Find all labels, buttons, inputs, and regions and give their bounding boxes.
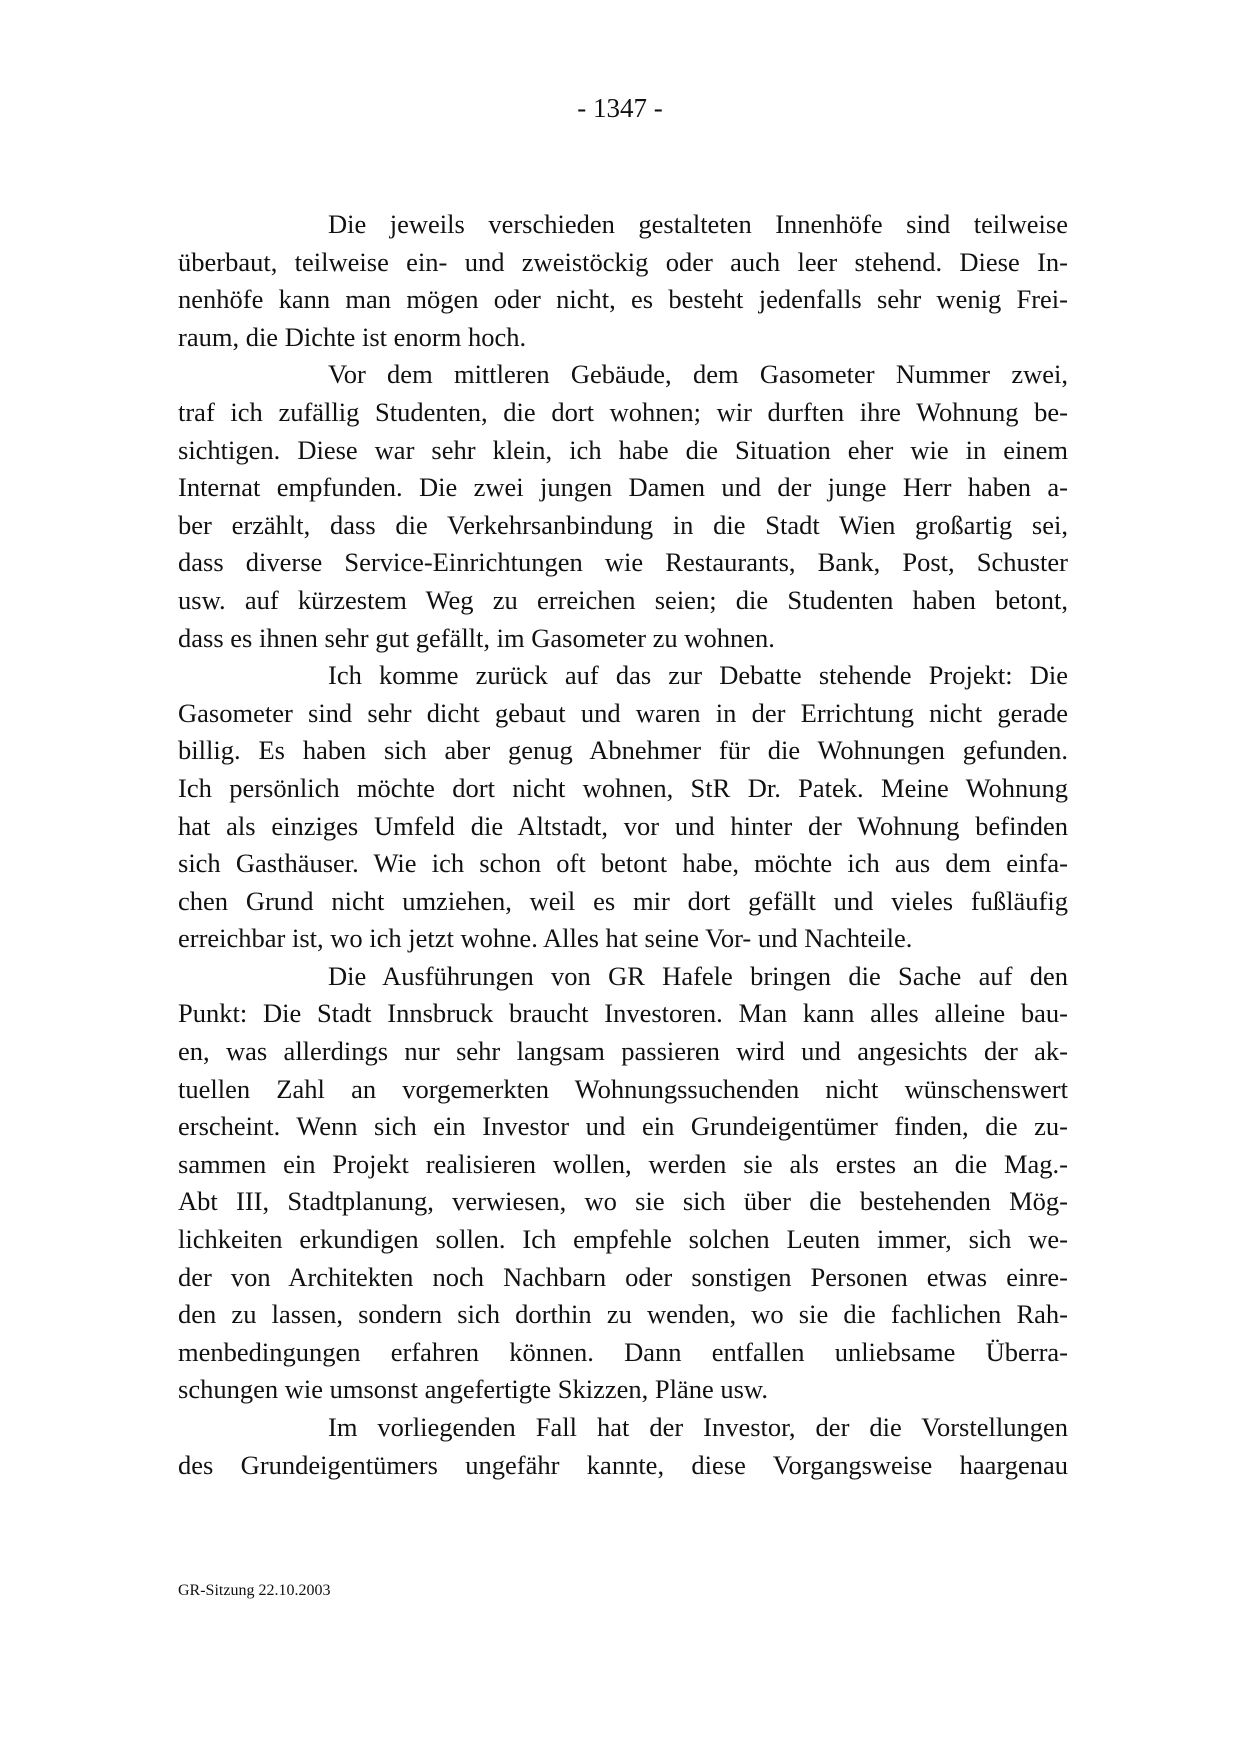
text-line: sammen ein Projekt realisieren wollen, werden sie als erstes an die Mag.- [178,1148,1068,1179]
text-line: hat als einziges Umfeld die Altstadt, vor und hinter der Wohnung befinden [178,810,1068,841]
text-line: en, was allerdings nur sehr langsam passieren wird und angesichts der ak- [178,1036,1068,1067]
text-line: den zu lassen, sondern sich dorthin zu wenden, wo sie die fachlichen Rah- [178,1299,1068,1330]
text-line: tuellen Zahl an vorgemerkten Wohnungssuchenden nicht wünschenswert [178,1073,1068,1104]
text-line: Punkt: Die Stadt Innsbruck braucht Investoren. Man kann alles alleine bau- [178,998,1068,1029]
text-line: raum, die Dichte ist enorm hoch. [178,321,527,352]
text-line: chen Grund nicht umziehen, weil es mir dort gefällt und vieles fußläufig [178,885,1068,916]
text-line: sichtigen. Diese war sehr klein, ich habe die Situation eher wie in einem [178,434,1068,465]
text-line: usw. auf kürzestem Weg zu erreichen seien; die Studenten haben betont, [178,584,1068,615]
text-line: Ich komme zurück auf das zur Debatte stehende Projekt: Die [328,660,1068,691]
text-line: erscheint. Wenn sich ein Investor und ein Grundeigentümer finden, die zu- [178,1111,1068,1142]
text-line: Die Ausführungen von GR Hafele bringen die Sache auf den [328,960,1068,991]
text-line: des Grundeigentümers ungefähr kannte, diese Vorgangsweise haargenau [178,1449,1068,1480]
text-line: Gasometer sind sehr dicht gebaut und waren in der Errichtung nicht gerade [178,697,1068,728]
text-line: schungen wie umsonst angefertigte Skizzen, Pläne usw. [178,1374,768,1405]
text-line: menbedingungen erfahren können. Dann entfallen unliebsame Überra- [178,1336,1068,1367]
footer-session-date: GR-Sitzung 22.10.2003 [178,1582,331,1599]
text-line: der von Architekten noch Nachbarn oder sonstigen Personen etwas einre- [178,1261,1068,1292]
text-line: nenhöfe kann man mögen oder nicht, es besteht jedenfalls sehr wenig Frei- [178,284,1068,315]
text-line: dass diverse Service-Einrichtungen wie Restaurants, Bank, Post, Schuster [178,547,1068,578]
text-line: überbaut, teilweise ein- und zweistöckig oder auch leer stehend. Diese In- [178,246,1068,277]
text-line: Ich persönlich möchte dort nicht wohnen, StR Dr. Patek. Meine Wohnung [178,772,1068,803]
page-number: - 1347 - [577,93,663,123]
text-line: Die jeweils verschieden gestalteten Innenhöfe sind teilweise [328,209,1068,239]
text-line: Vor dem mittleren Gebäude, dem Gasometer Nummer zwei, [328,359,1068,390]
text-line: lichkeiten erkundigen sollen. Ich empfehle solchen Leuten immer, sich we- [178,1224,1068,1255]
text-line: Internat empfunden. Die zwei jungen Damen und der junge Herr haben a- [178,472,1068,503]
text-line: ber erzählt, dass die Verkehrsanbindung in die Stadt Wien großartig sei, [178,509,1068,540]
text-line: sich Gasthäuser. Wie ich schon oft betont habe, möchte ich aus dem einfa- [178,848,1068,879]
text-line: traf ich zufällig Studenten, die dort wohnen; wir durften ihre Wohnung be- [178,396,1068,427]
text-line: erreichbar ist, wo ich jetzt wohne. Alles hat seine Vor- und Nachteile. [178,923,913,954]
document-body [178,206,1068,1484]
text-line: Abt III, Stadtplanung, verwiesen, wo sie sich über die bestehenden Mög- [178,1186,1068,1217]
text-line: Im vorliegenden Fall hat der Investor, der die Vorstellungen [328,1412,1068,1442]
text-line: billig. Es haben sich aber genug Abnehmer für die Wohnungen gefunden. [178,735,1068,766]
text-line: dass es ihnen sehr gut gefällt, im Gasometer zu wohnen. [178,622,775,653]
